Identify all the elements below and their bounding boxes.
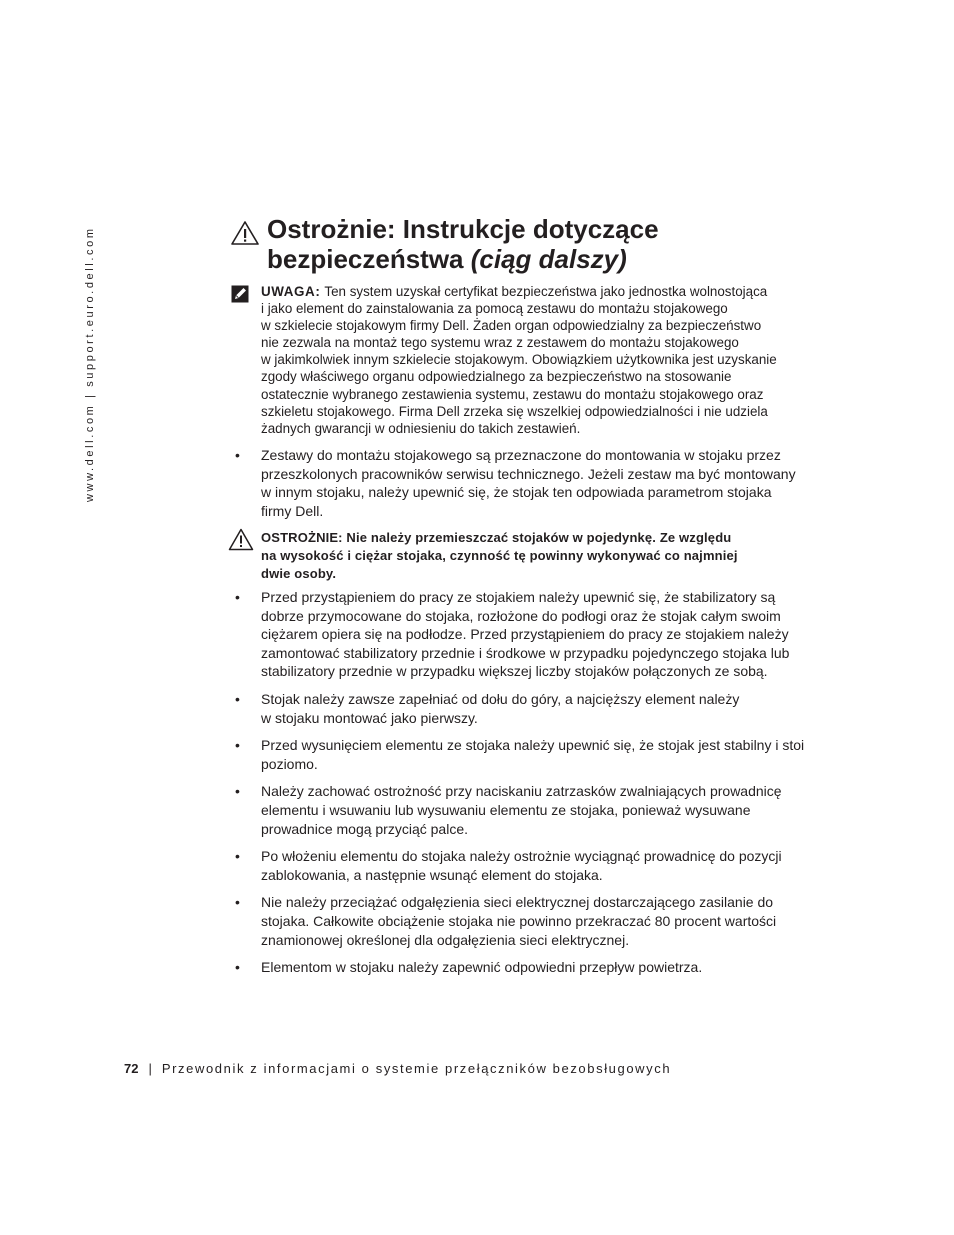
note-label: UWAGA:	[261, 284, 321, 299]
bullet-icon: •	[235, 959, 240, 976]
list-item-line: poziomo.	[261, 755, 318, 772]
caution-line: na wysokość i ciężar stojaka, czynność tę powinny wykonywać co najmniej	[261, 547, 738, 563]
list-item-line: w innym stojaku, należy upewnić się, że stojak ten odpowiada parametrom stojaka	[261, 484, 772, 501]
bullet-icon: •	[235, 783, 240, 800]
list-item	[235, 782, 810, 838]
list-item-line: w stojaku montować jako pierwszy.	[261, 709, 478, 726]
footer-separator: |	[148, 1061, 152, 1076]
title-continued: (ciąg dalszy)	[470, 244, 627, 274]
note-line: w jakimkolwiek innym szkielecie stojakowym. Obowiązkiem użytkownika jest uzyskanie	[261, 352, 777, 368]
note-line: nie zezwala na montaż tego systemu wraz z zestawem do montażu stojakowego	[261, 335, 739, 351]
list-item-line: Stojak należy zawsze zapełniać od dołu do góry, a najcięższy element należy	[261, 690, 740, 707]
note-line: w szkielecie stojakowym firmy Dell. Żaden organ odpowiedzialny za bezpieczeństwo	[261, 318, 762, 334]
note-line: Ten system uzyskał certyfikat bezpieczeństwa jako jednostka wolnostojąca	[324, 284, 768, 299]
bullet-icon: •	[235, 690, 240, 707]
note-line: i jako element do zainstalowania za pomocą zestawu do montażu stojakowego	[261, 301, 728, 317]
list-item-line: ciężarem opiera się na podłodze. Przed przystąpieniem do pracy ze stojakiem należy	[261, 626, 789, 643]
list-item-line: elementu i wsuwaniu lub wysuwaniu elementu ze stojaka, ponieważ wysuwane	[261, 801, 751, 818]
bullet-icon: •	[235, 737, 240, 754]
bullet-icon: •	[235, 848, 240, 865]
list-item	[235, 847, 810, 884]
page-footer	[124, 1061, 671, 1076]
note-line: zgody właściwego organu odpowiedzialnego za bezpieczeństwo na stosowanie	[261, 369, 732, 385]
list-item-line: Należy zachować ostrożność przy naciskaniu zatrzasków zwalniających prowadnicę	[261, 783, 782, 800]
caution-line: OSTROŻNIE: Nie należy przemieszczać stojaków w pojedynkę. Ze względu	[261, 530, 732, 545]
warning-triangle-icon	[230, 220, 260, 246]
list-item	[235, 958, 810, 977]
list-item-line: Przed przystąpieniem do pracy ze stojakiem należy upewnić się, że stabilizatory są	[261, 589, 776, 605]
note-line: żadnych gwarancji w odniesieniu do takich zestawień.	[261, 420, 581, 436]
list-item	[235, 690, 810, 727]
bullet-icon: •	[235, 589, 240, 605]
list-item-line: Elementom w stojaku należy zapewnić odpowiedni przepływ powietrza.	[261, 959, 703, 976]
list-item-line: Zestawy do montażu stojakowego są przeznaczone do montowania w stojaku przez	[261, 447, 781, 463]
list-item-line: stojaka. Całkowite obciążenie stojaka nie powinno przekraczać 80 procent wartości	[261, 912, 777, 929]
title-line-1: Ostrożnie: Instrukcje dotyczące	[267, 214, 659, 244]
list-item-line: Przed wysunięciem elementu ze stojaka należy upewnić się, że stojak jest stabilny i stoi	[261, 737, 805, 754]
list-item-line: Nie należy przeciążać odgałęzienia sieci elektrycznej dostarczającego zasilanie do	[261, 894, 774, 911]
document-title: Przewodnik z informacjami o systemie przełączników bezobsługowych	[161, 1061, 672, 1076]
bullet-list-top	[235, 446, 810, 529]
caution-line: dwie osoby.	[261, 565, 337, 581]
note-line-first	[261, 283, 809, 300]
list-item-line: dobrze przymocowane do stojaka, rozłożone do podłogi oraz że stojak całym swoim	[261, 607, 781, 624]
list-item-line: firmy Dell.	[261, 502, 324, 519]
note-block	[261, 283, 809, 437]
caution-triangle-icon	[228, 528, 254, 551]
list-item-line: zablokowania, a następnie wsunąć element do stojaka.	[261, 866, 603, 883]
list-item-line: przeszkolonych pracowników serwisu technicznego. Jeżeli zestaw ma być montowany	[261, 465, 796, 482]
bullet-icon: •	[235, 894, 240, 911]
list-item-line: znamionowej określonej dla odgałęzienia sieci elektrycznej.	[261, 931, 630, 948]
caution-block	[261, 529, 809, 582]
note-pencil-icon	[231, 285, 249, 303]
list-item-line: prowadnice mogą przyciąć palce.	[261, 820, 468, 837]
list-item	[235, 446, 810, 520]
page-number: 72	[124, 1061, 139, 1076]
list-item-line: Po włożeniu elementu do stojaka należy ostrożnie wyciągnąć prowadnicę do pozycji	[261, 848, 782, 865]
bullet-list-main	[235, 588, 810, 986]
page-title	[267, 214, 659, 274]
sidebar-url: www.dell.com | support.euro.dell.com	[84, 226, 96, 502]
bullet-icon: •	[235, 447, 240, 463]
list-item	[235, 588, 810, 681]
note-line: szkieletu stojakowego. Firma Dell zrzeka się wszelkiej odpowiedzialności i nie udziela	[261, 403, 768, 419]
list-item-line: stabilizatory przednie w przypadku większej liczby stojaków połączonych ze sobą.	[261, 663, 768, 680]
list-item	[235, 893, 810, 949]
list-item	[235, 736, 810, 773]
note-line: ostatecznie wybranego zestawienia systemu, zestawu do montażu stojakowego oraz	[261, 386, 764, 402]
list-item-line: zamontować stabilizatory przednie i środkowe w przypadku pojedynczego stojaka lub	[261, 644, 790, 661]
title-line-2: bezpieczeństwa	[267, 244, 471, 274]
